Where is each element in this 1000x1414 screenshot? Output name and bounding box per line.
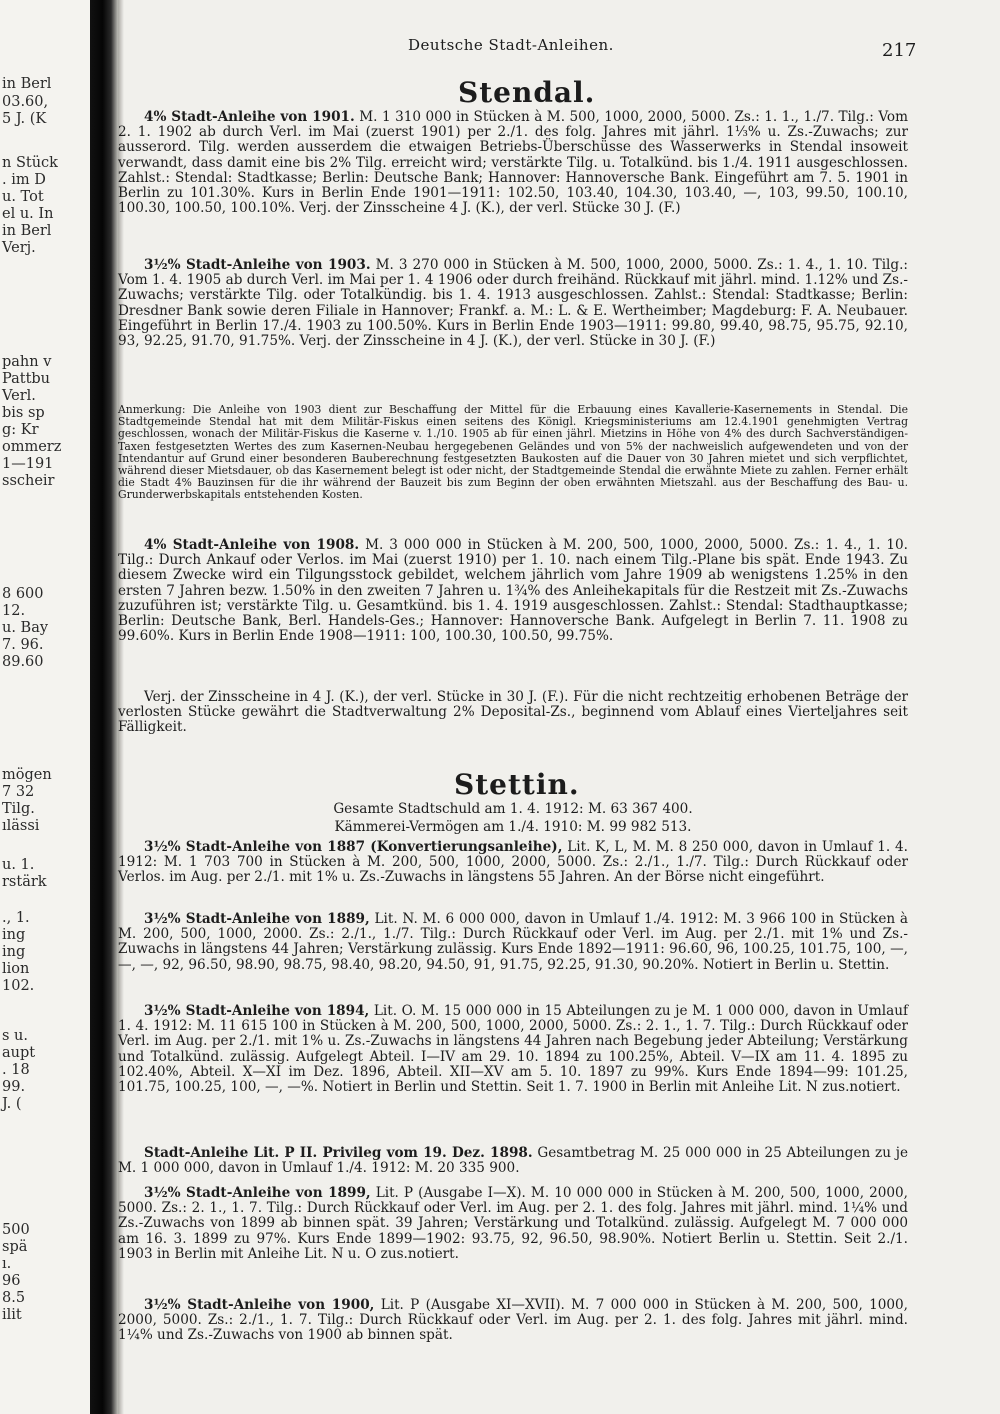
facing-page-fragment: in Berl (2, 223, 52, 239)
facing-page-fragment: u. Tot (2, 189, 44, 205)
bond-entry-stettin-1899 (118, 1186, 908, 1296)
bond-text: M. 3 000 000 in Stücken à M. 200, 500, 1000, 2000, 5000. Zs.: 1. 4., 1. 10. Tilg.: Durch Ankauf oder Verlos. im Mai (zuerst 1910) per 1. 10. nach einem Tilg.-Plane bis spät. Ende 1943. Zu diesem Zwecke wird ein Tilgungsstock gebildet, welchem jährlich vom Jahre 1909 ab wenigstens 1.25% in den ersten 7 Jahren bezw. 1.50% in den zweiten 7 Jahren u. 1¾% des Anleihekapitals für die Restzeit mit Zs.-Zuwachs zuzuführen ist; verstärkte Tilg. u. Gesamtkünd. bis 1. 4. 1919 ausgeschlossen. Zahlst.: Stendal: Stadthauptkasse; Berlin: Deutsche Bank, Berl. Handels-Ges.; Hannover: Hannoversche Bank. Aufgelegt in Berlin 7. 11. 1908 zu 99.60%. Kurs in Berlin Ende 1908—1911: 100, 100.30, 100.50, 99.75%. (118, 537, 909, 645)
facing-page-fragment: . 18 (2, 1062, 30, 1078)
bond-title: 4% Stadt-Anleihe von 1901. (144, 109, 355, 125)
facing-page-fragment: lion (2, 961, 30, 977)
facing-page-fragment: ilit (2, 1307, 22, 1323)
bond-text: Lit. O. M. 15 000 000 in 15 Abteilungen zu je M. 1 000 000, davon in Umlauf 1. 4. 1912: M. 11 615 100 in Stücken à M. 200, 500, 1000, 2000, 5000. Zs.: 2. 1., 1. 7. Tilg.: Durch Rückkauf oder Verl. im Aug. per 2./1. mit 1% u. Zs.-Zuwachs in längstens 44 Jahren nach Begebung jeder Abteilung; Verstärkung und Totalkünd. zulässig. Aufgelegt Abteil. I—IV am 29. 10. 1894 zu 100.25%, Abteil. V—IX am 11. 4. 1895 zu 102.40%, Abteil. X—XI im Dez. 1896, Abteil. XII—XV am 5. 10. 1897 zu 99%. Kurs Ende 1894—99: 101.25, 101.75, 100.25, 100, —, —%. Notiert in Berlin und Stettin. Seit 1. 7. 1900 in Berlin mit Anleihe Lit. N zus.notiert. (118, 1003, 908, 1096)
page-number: 217 (882, 40, 917, 61)
facing-page-fragment: 500 (2, 1222, 30, 1238)
bond-entry-stendal-1908 (118, 538, 908, 688)
facing-page-fragment: g: Kr (2, 422, 39, 438)
section-heading-stettin: Stettin. (454, 768, 580, 801)
bond-entry-stettin-lit-p (118, 1146, 908, 1182)
facing-page-fragment: . im D (2, 172, 46, 188)
facing-page-fragment: in Berl (2, 76, 52, 92)
bond-text: M. 1 310 000 in Stücken à M. 500, 1000, 2000, 5000. Zs.: 1. 1., 1./7. Tilg.: Vom 2. 1. 1902 ab durch Verl. im Mai (zuerst 1901) per 2./1. des folg. Jahres mit jährl. 1⅓% u. Zs.-Zuwachs; zur ausserord. Tilg. werden ausserdem die etwaigen Betriebs-Überschüsse des Wasserwerks in Stendal insoweit verwandt, dass damit eine bis 2% Tilg. erreicht wird; verstärkte Tilg. u. Totalkünd. bis 1./4. 1911 ausgeschlossen. Zahlst.: Stendal: Stadtkasse; Berlin: Deutsche Bank; Hannover: Hannoversche Bank. Eingeführt am 7. 5. 1901 in Berlin zu 101.30%. Kurs in Berlin Ende 1901—1911: 102.50, 103.40, 104.30, 103.40, —, 103, 99.50, 100.10, 100.30, 100.50, 100.10%. Verj. der Zinsscheine 4 J. (K.), der verl. Stücke 30 J. (F.) (118, 109, 908, 217)
facing-page-fragment: Pattbu (2, 371, 51, 387)
bond-title: 3½% Stadt-Anleihe von 1894, (144, 1003, 370, 1019)
facing-page-fragment: n Stück (2, 155, 58, 171)
facing-page-fragment: Tilg. (2, 801, 35, 817)
facing-page-fragment: ing (2, 927, 26, 943)
facing-page-fragment: 99. (2, 1079, 26, 1095)
bond-text: Lit. N. M. 6 000 000, davon in Umlauf 1./4. 1912: M. 3 966 100 in Stücken à M. 200, 500, 1000, 2000. Zs.: 2./1., 1./7. Tilg.: Durch Rückkauf oder Verl. im Aug. per 2./1. mit 1% und Zs.-Zuwachs in längstens 44 Jahren; Verstärkung zulässig. Kurs Ende 1892—1911: 96.60, 96, 100.25, 101.75, 100, —, —, —, 92, 96.50, 98.90, 98.75, 98.40, 98.20, 94.50, 91, 91.75, 92.25, 91.30, 90.20%. Notiert in Berlin u. Stettin. (118, 911, 908, 973)
facing-page-fragment: u. 1. (2, 857, 35, 873)
facing-page-fragment: aupt (2, 1045, 36, 1061)
section-heading-stendal: Stendal. (458, 76, 596, 109)
facing-page-fragment: 7 32 (2, 784, 35, 800)
facing-page-fragment: ing (2, 944, 26, 960)
bond-text: Gesamtbetrag M. 25 000 000 in 25 Abteilungen zu je M. 1 000 000, davon in Umlauf 1./4. 1912: M. 20 335 900. (118, 1145, 908, 1177)
bond-text: Lit. P (Ausgabe I—X). M. 10 000 000 in Stücken à M. 200, 500, 1000, 2000, 5000. Zs.: 2. 1., 1. 7. Tilg.: Durch Rückkauf oder Verl. im Aug. per 2. 1. des folg. Jahres mit jährl. mind. 1¼% und Zs.-Zuwachs von 1899 ab binnen spät. 39 Jahren; Verstärkung und Totalkünd. zulässig. Aufgelegt M. 7 000 000 am 16. 3. 1899 zu 97%. Kurs Ende 1899—1902: 93.75, 92, 96.50, 98.90%. Notiert Berlin u. Stettin. Seit 2./1. 1903 in Berlin mit Anleihe Lit. N u. O zus.notiert. (118, 1185, 908, 1262)
bond-title: 3½% Stadt-Anleihe von 1899, (144, 1185, 371, 1201)
bond-text: Lit. P (Ausgabe XI—XVII). M. 7 000 000 in Stücken à M. 200, 500, 1000, 2000, 5000. Zs.: 2./1., 1. 7. Tilg.: Durch Rückkauf oder Verl. im Aug. per 2. 1. des folg. Jahres mit jährl. mind. 1¼% und Zs.-Zuwachs von 1900 ab binnen spät. (118, 1297, 908, 1344)
bond-entry-stettin-1900 (118, 1298, 908, 1360)
facing-page-fragment: ılässi (2, 818, 40, 834)
assets-line: Kämmerei-Vermögen am 1./4. 1910: M. 99 982 513. (334, 819, 692, 835)
facing-page-fragment: sscheir (2, 473, 55, 489)
facing-page-fragment: mögen (2, 767, 52, 783)
bond-title: 3½% Stadt-Anleihe von 1900, (144, 1297, 375, 1313)
facing-page-fragment: J. ( (2, 1096, 22, 1112)
total-debt-line: Gesamte Stadtschuld am 1. 4. 1912: M. 63 367 400. (333, 801, 693, 817)
facing-page-fragment: ı. (2, 1256, 12, 1272)
book-gutter (90, 0, 118, 1414)
bond-title: 3½% Stadt-Anleihe von 1887 (Konvertierungsanleihe), (144, 839, 563, 855)
facing-page-fragment: spä (2, 1239, 28, 1255)
facing-page-fragment: s u. (2, 1028, 28, 1044)
facing-page-fragment: 8.5 (2, 1290, 26, 1306)
facing-page-fragment: 03.60, (2, 94, 49, 110)
facing-page-fragment: 7. 96. (2, 637, 44, 653)
facing-page-fragment: Verj. (2, 240, 36, 256)
facing-page-fragment: u. Bay (2, 620, 49, 636)
facing-page-fragment: pahn v (2, 354, 52, 370)
facing-page-fragment: ., 1. (2, 910, 30, 926)
facing-page-fragment: Verl. (2, 388, 36, 404)
facing-page-fragment: 102. (2, 978, 35, 994)
running-header: Deutsche Stadt-Anleihen. (408, 36, 614, 54)
facing-page-fragment: 89.60 (2, 654, 44, 670)
bond-title: 3½% Stadt-Anleihe von 1889, (144, 911, 370, 927)
bond-entry-stendal-1908-cont: Verj. der Zinsscheine in 4 J. (K.), der verl. Stücke in 30 J. (F.). Für die nicht rechtzeitig erhobenen Beträge der verlosten Stücke gewährt die Stadtverwaltung 2% Deposital-Zs., beginnend vom Ablauf eines Vierteljahres seit Fälligkeit. (118, 689, 908, 736)
bond-title: 4% Stadt-Anleihe von 1908. (144, 537, 360, 553)
facing-page-fragment: 96 (2, 1273, 21, 1289)
facing-page-remnant (0, 0, 98, 1414)
facing-page-fragment: 5 J. (K (2, 111, 47, 127)
bond-entry-stettin-1887 (118, 840, 908, 908)
bond-text: Lit. K, L, M. M. 8 250 000, davon in Umlauf 1. 4. 1912: M. 1 703 700 in Stücken à M. 200, 500, 1000, 2000, 5000. Zs.: 2./1., 1./7. Tilg.: Durch Rückkauf oder Verlos. im Aug. per 2./1. mit 1% u. Zs.-Zuwachs in längstens 55 Jahren. An der Börse nicht eingeführt. (118, 839, 909, 886)
bond-text: M. 3 270 000 in Stücken à M. 500, 1000, 2000, 5000. Zs.: 1. 4., 1. 10. Tilg.: Vom 1. 4. 1905 ab durch Verl. im Mai per 1. 4 1906 oder durch freihänd. Rückkauf mit jährl. mind. 1.12% und Zs.-Zuwachs; verstärkte Tilg. oder Totalkündig. bis 1. 4. 1913 ausgeschlossen. Zahlst.: Stendal: Stadtkasse; Berlin: Dresdner Bank sowie deren Filiale in Hannover; Frankf. a. M.: L. & E. Wertheimber; Magdeburg: F. A. Neubauer. Eingeführt in Berlin 17./4. 1903 zu 100.50%. Kurs in Berlin Ende 1903—1911: 99.80, 99.40, 98.75, 95.75, 92.10, 93, 92.25, 91.70, 91.75%. Verj. der Zinsscheine in 4 J. (K.), der verl. Stücke in 30 J. (F.) (118, 257, 909, 350)
footnote-anmerkung: Anmerkung: Die Anleihe von 1903 dient zur Beschaffung der Mittel für die Erbauung eines Kavallerie-Kasernements in Stendal. Die Stadtgemeinde Stendal hat mit dem Militär-Fiskus einen seitens des Königl. Kriegsministeriums am 12.4.1901 genehmigten Vertrag geschlossen, wonach der Militär-Fiskus die Kaserne v. 1./10. 1905 ab für einen jährl. Mietzins in Höhe von 4% des durch Sachverständigen-Taxen festgesetzten Wertes des zum Kasernen-Neubau hergegebenen Geländes und von 5% der nachweislich aufgewendeten und von der Intendantur auf Grund einer besonderen Bauberechnung festgesetzten Baukosten auf die Dauer von 30 Jahren mietet und sich verpflichtet, während dieser Mietsdauer, ob das Kasernement belegt ist oder nicht, der Stadtgemeinde Stendal die erwähnte Miete zu zahlen. Ferner erhält die Stadt 4% Bauzinsen für die ihr während der Bauzeit bis zum Beginn der oben erwähnten Mietszahl. aus der Beschaffung des Bau- u. Grunderwerbskapitals entstehenden Kosten. (118, 403, 908, 502)
facing-page-fragment: bis sp (2, 405, 45, 421)
bond-title: 3½% Stadt-Anleihe von 1903. (144, 257, 371, 273)
facing-page-fragment: 12. (2, 603, 26, 619)
facing-page-fragment: 8 600 (2, 586, 44, 602)
facing-page-fragment: el u. In (2, 206, 54, 222)
bond-entry-stettin-1894 (118, 1004, 908, 1144)
bond-entry-stendal-1901 (118, 110, 908, 258)
facing-page-fragment: 1—191 (2, 456, 54, 472)
bond-title: Stadt-Anleihe Lit. P II. Privileg vom 19. Dez. 1898. (144, 1145, 533, 1161)
bond-entry-stettin-1889 (118, 912, 908, 1002)
facing-page-fragment: rstärk (2, 874, 47, 890)
page-body (118, 0, 918, 1414)
facing-page-fragment: ommerz (2, 439, 62, 455)
bond-entry-stendal-1903 (118, 258, 908, 394)
